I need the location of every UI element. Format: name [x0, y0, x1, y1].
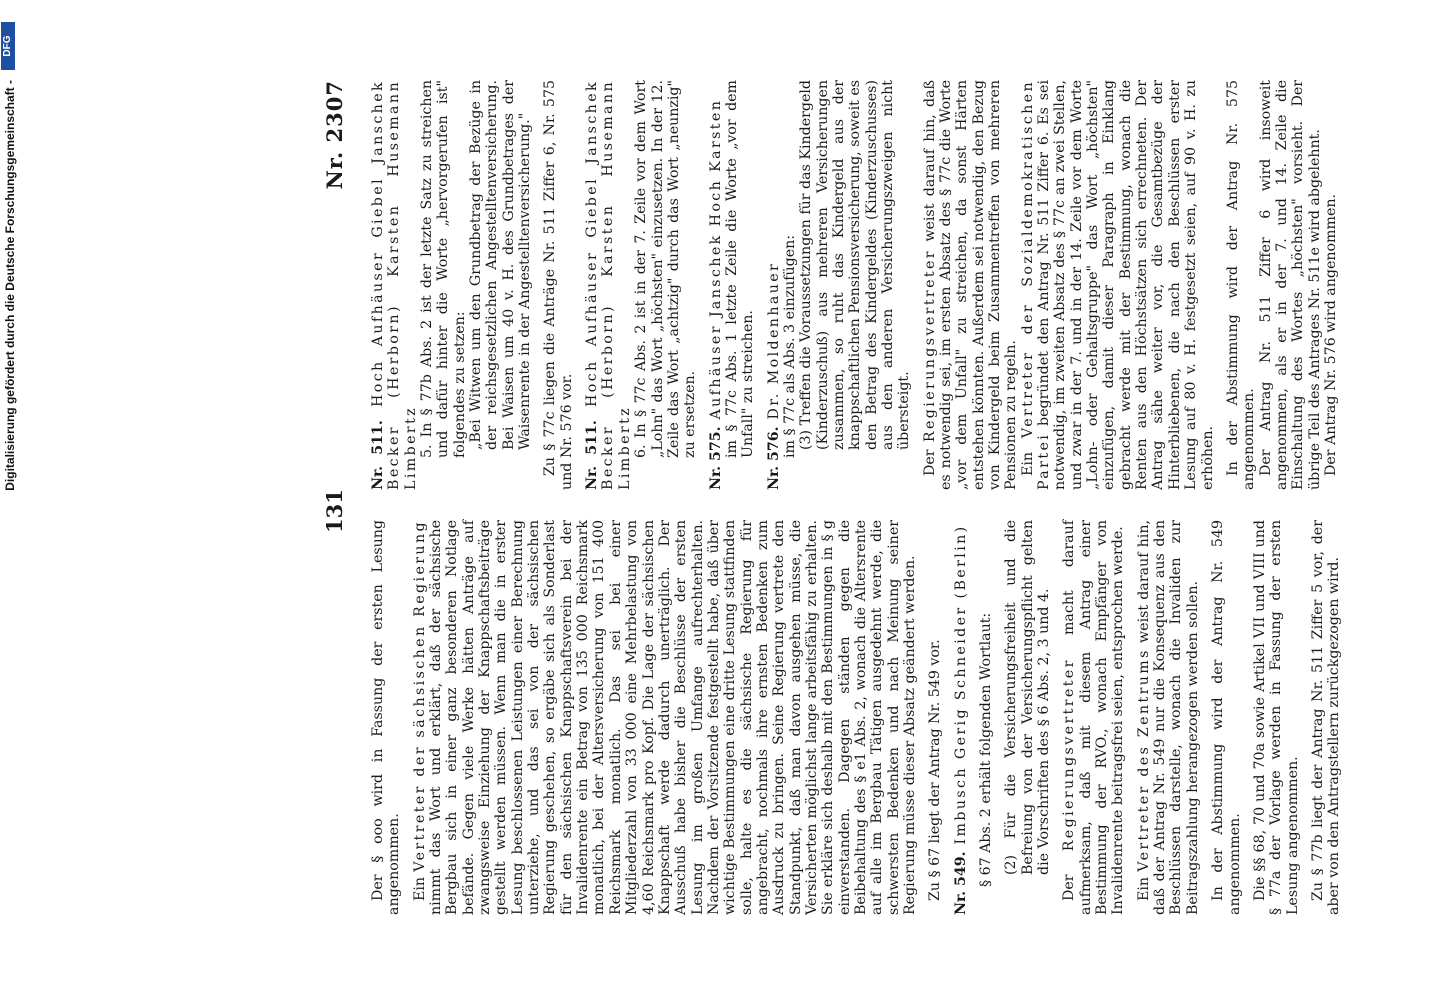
motion-text: 6. In § 77c Abs. 2 ist in der 7. Zeile vor dem Wort „Lohn" das Wort „höchsten" einzusetzen. In der 12. Zeile das Wort „achtzig" durch das Wort „neunzig" zu ersetzen.: [633, 80, 699, 458]
motion-signatories: Dr. Moldenhauer: [765, 261, 782, 427]
motion-text: (3) Treffen die Voraussetzungen für das Kindergeld (Kinderzuschuß) aus mehreren Versicherungen zusammen, so ruht das Kindergeld aus der knappschaftlichen Pensionsversicherung, soweit es den Betrag des Kindergeldes (Kinderzuschusses) aus den anderen Versicherungszweigen nicht übersteigt.: [798, 80, 913, 450]
motion-heading: [953, 520, 969, 915]
paragraph: § 67 Abs. 2 erhält folgenden Wortlaut:: [978, 612, 995, 887]
digitization-credit: Digitalisierung gefördert durch die Deutsche Forschungsgemeinschaft -: [3, 80, 17, 491]
motion-signatories: Imbusch Gerig Schneider (Berlin): [952, 524, 969, 852]
paragraph: Zu § 77b liegt der Antrag Nr. 511 Ziffer 5 vor, der aber von den Antragstellern zurückgezogen wird.: [1309, 520, 1343, 915]
motion-heading: [584, 80, 633, 490]
speaker: Vertreter der sächsischen Regierung: [411, 520, 428, 872]
paragraph: Ein Vertreter der Sozialdemokratischen Partei begründet den Antrag Nr. 511 Ziffer 6. Es sei notwendig, im zweiten Absatz des § 77c an zwei Stellen, und zwar in der 7. und in der 14. Zeile vor dem Worte „Lohn- oder Gehaltsgruppe" das Wort „höchsten" einzufügen, damit dieser Paragraph in Einklang gebracht werde mit der Bestimmung, wonach die Renten aus den Höchstsätzen sich errechneten. Der Antrag sähe weiter vor, die Gesamtbezüge der Hinterbliebenen, die nach den Beschlüssen erster Lesung auf 80 v. H. festgesetzt seien, auf 90 v. H. zu erhöhen.: [1019, 80, 1216, 490]
motion-number: Nr. 575.: [707, 426, 724, 490]
paragraph: Die §§ 68, 70 und 70a sowie Artikel VII und VIII und § 77a der Vorlage werden in Fassung der ersten Lesung angenommen.: [1251, 520, 1301, 915]
document-scan: [318, 79, 1343, 915]
motion-number: Nr. 511.: [370, 420, 386, 490]
paragraph: Der § ooo wird in Fassung der ersten Lesung angenommen.: [370, 520, 403, 915]
page-number: 131: [322, 489, 347, 533]
speaker: Regierungsvertreter: [1061, 658, 1078, 852]
motion-heading: [766, 80, 782, 490]
right-column: [370, 80, 1339, 490]
paragraph: Zu § 67 liegt der Antrag Nr. 549 vor.: [927, 639, 944, 901]
dfg-logo: DFG: [1, 22, 15, 70]
left-column: [370, 520, 1343, 915]
paragraph: Ein Vertreter des Zentrums weist darauf hin, daß der Antrag Nr. 549 nur die Konsequenz aus den Beschlüssen darstelle, wonach die Invaliden zur Beitragszahlung herangezogen werden sollen.: [1135, 520, 1201, 915]
motion-text: im § 77c als Abs. 3 einzufügen:: [781, 234, 798, 458]
motion-text: „Bei Witwen um den Grundbetrag der Bezüge in der reichsgesetzlichen Angestelltenversicherung. Bei Waisen um 40 v. H. des Grundbetrages der Waisenrente in der Angestelltenversicherung.": [468, 80, 534, 450]
digitization-credit-strip: [0, 0, 20, 1000]
motion-number: Nr. 511.: [584, 420, 601, 490]
motion-text: im § 77c Abs. 1 letzte Zeile die Worte „vor dem Unfall" zu streichen.: [723, 80, 757, 458]
issue-number: Nr. 2307: [322, 80, 347, 190]
page-header: [318, 80, 358, 915]
motion-signatories: Hoch Aufhäuser Giebel Janschek Becker (Herborn) Karsten Husemann Limbertz: [370, 79, 419, 490]
motion-signatories: Hoch Aufhäuser Giebel Janschek Becker (Herborn) Karsten Husemann Limbertz: [584, 79, 633, 490]
paragraph: Zu § 77c liegen die Anträge Nr. 511 Ziffer 6, Nr. 575 und Nr. 576 vor.: [542, 80, 575, 490]
paragraph: In der Abstimmung wird der Antrag Nr. 575 angenommen.: [1224, 80, 1258, 490]
motion-signatories: Aufhäuser Janschek Hoch Karsten: [707, 98, 724, 427]
speaker: Vertreter des Zentrums: [1135, 648, 1152, 872]
paragraph: Der Antrag Nr. 576 wird angenommen.: [1322, 194, 1339, 476]
motion-text: 5. In § 77b Abs. 2 ist der letzte Satz zu streichen und dafür hinter die Worte „hervorgerufen ist" folgendes zu setzen:: [419, 80, 468, 458]
paragraph: Der Regierungsvertreter weist darauf hin, daß es notwendig sei, im ersten Absatz des § 77c die Worte „vor dem Unfall" zu streichen, da sonst Härten entstehen könnten. Außerdem sei notwendig, den Bezug von Kindergeld beim Zusammentreffen von mehreren Pensionen zu regeln.: [921, 80, 1020, 490]
speaker: Regierungsvertreter: [921, 249, 938, 443]
speaker: Vertreter der Sozialdemokratischen Partei: [1019, 80, 1053, 490]
paragraph: Der Antrag Nr. 511 Ziffer 6 wird insoweit angenommen, als er in der 7. und 14. Zeile die Einschaltung des Wortes „höchsten" vorsieht. Der übrige Teil des Antrages Nr. 511e wird abgelehnt.: [1257, 80, 1323, 490]
motion-heading: [708, 80, 724, 490]
motion-number: Nr. 576.: [765, 426, 782, 490]
paragraph: Ein Vertreter der sächsischen Regierung nimmt das Wort und erklärt, daß der sächsische Bergbau sich in einer ganz besonderen Notlage befände. Gegen viele Werke hätten Anträge auf zwangsweise Einziehung der Knappschaftsbeiträge gestellt werden müssen. Wenn man die in erster Lesung beschlossenen Leistungen einer Berechnung unterziehe, und das sei von der sächsischen Regierung geschehen, so ergäbe sich als Sonderlast für den sächsischen Knappschaftsverein bei der Invalidenrente ein Betrag von 135 000 Reichsmark monatlich, bei der Altersversicherung von 151 400 Reichsmark monatlich. Das sei bei einer Mitgliederzahl von 33 000 eine Mehrbelastung von 4,60 Reichsmark pro Kopf. Die Lage der sächsischen Knappschaft werde dadurch unerträglich. Der Ausschuß habe bisher die Beschlüsse der ersten Lesung im großen Umfange aufrechterhalten. Nachdem der Vorsitzende festgestellt habe, daß über wichtige Bestimmungen eine dritte Lesung stattfinden solle, halte es die sächsische Regierung für angebracht, nochmals ihre ernsten Bedenken zum Ausdruck zu bringen. Seine Regierung vertrete den Standpunkt, daß man davon ausgehen müsse, die Versicherten möglichst lange arbeitsfähig zu erhalten. Sie erkläre sich deshalb mit den Bestimmungen in § g einverstanden. Dagegen ständen gegen die Beibehaltung des § e1 Abs. 2, wonach die Altersrente auf alle im Bergbau Tätigen ausgedehnt werde, die schwersten Bedenken und nach Meinung seiner Regierung müsse dieser Absatz geändert werden.: [411, 520, 918, 915]
motion-number: Nr. 549.: [952, 851, 969, 915]
motion-heading: [370, 80, 419, 490]
paragraph: Der Regierungsvertreter macht darauf aufmerksam, daß mit diesem Antrag einer Bestimmung der RVO., wonach Empfänger von Invalidenrente beitragsfrei seien, entsprochen werde.: [1061, 520, 1127, 915]
paragraph: In der Abstimmung wird der Antrag Nr. 549 angenommen.: [1210, 520, 1243, 915]
motion-text: (2) Für die Versicherungsfreiheit und die Befreiung von der Versicherungspflicht gelten die Vorschriften des § 6 Abs. 2, 3 und 4.: [1003, 520, 1053, 875]
